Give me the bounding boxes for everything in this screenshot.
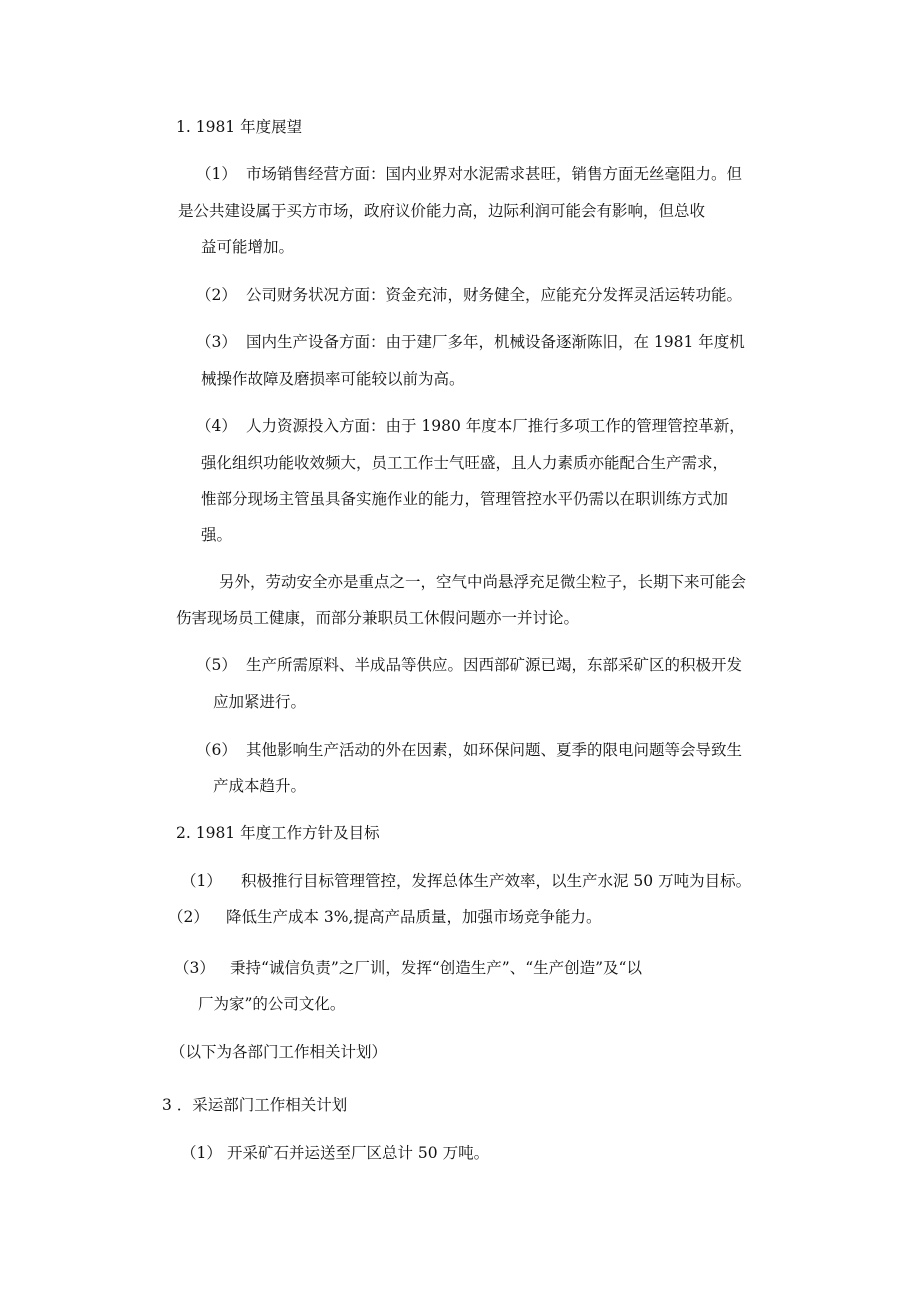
item-text: 降低生产成本 3%,提高产品质量，加强市场竞争能力。 [226,908,602,926]
section-1-heading: 1. 1981 年度展望 [176,118,303,136]
item-1-4-line-4: 强。 [201,526,233,544]
item-number: （3） [196,333,237,351]
item-1-1-line-3: 益可能增加。 [201,238,295,256]
item-2-3 [174,958,642,978]
item-1-5 [196,655,742,675]
item-2-1 [181,871,751,891]
item-number: （1） [181,1144,222,1162]
item-text: 其他影响生产活动的外在因素，如环保问题、夏季的限电问题等会导致生 [246,741,743,759]
item-text: 人力资源投入方面：由于 1980 年度本厂推行多项工作的管理管控革新， [246,417,745,435]
item-1-6-line-2: 产成本趋升。 [213,777,307,795]
item-number: （4） [196,417,237,435]
item-2-3-line-2: 厂为家”的公司文化。 [198,995,346,1013]
item-1-1-line-2: 是公共建设属于买方市场，政府议价能力高，边际利润可能会有影响，但总收 [178,202,706,220]
item-text: 秉持“诚信负责”之厂训，发挥“创造生产”、“生产创造”及“以 [230,959,642,977]
section-2-heading: 2. 1981 年度工作方针及目标 [176,824,380,842]
item-2-2 [168,907,601,927]
item-text: 积极推行目标管理管控，发挥总体生产效率，以生产水泥 50 万吨为目标。 [241,872,752,890]
section-3-heading: 3 ．采运部门工作相关计划 [162,1096,348,1114]
item-1-4-line-2: 强化组织功能收效频大，员工工作士气旺盛，且人力素质亦能配合生产需求， [201,454,729,472]
item-1-3-line-2: 械操作故障及磨损率可能较以前为高。 [201,370,465,388]
item-number: （6） [196,741,237,759]
item-text: 国内生产设备方面：由于建厂多年，机械设备逐渐陈旧，在 1981 年度机 [246,333,745,351]
item-1-4-line-3: 惟部分现场主管虽具备实施作业的能力，管理管控水平仍需以在职训练方式加 [201,490,729,508]
paragraph-line-1: 另外，劳动安全亦是重点之一，空气中尚悬浮充足微尘粒子，长期下来可能会 [219,573,747,591]
item-1-3 [196,332,745,352]
item-number: （2） [168,908,209,926]
item-text: 市场销售经营方面：国内业界对水泥需求甚旺，销售方面无丝毫阻力。但 [246,165,743,183]
item-text: 开采矿石并运送至厂区总计 50 万吨。 [227,1144,490,1162]
item-1-4 [196,416,745,436]
item-number: （1） [196,165,237,183]
paragraph-line-2: 伤害现场员工健康，而部分兼职员工休假问题亦一并讨论。 [176,609,580,627]
item-1-1 [196,164,742,184]
item-number: （3） [174,959,215,977]
item-3-1 [181,1143,489,1163]
item-number: （2） [196,286,237,304]
item-1-2 [196,285,742,305]
item-number: （1） [181,872,222,890]
department-plans-note: （以下为各部门工作相关计划） [170,1043,388,1061]
item-1-6 [196,740,742,760]
item-1-5-line-2: 应加紧进行。 [213,693,307,711]
item-text: 生产所需原料、半成品等供应。因西部矿源已竭，东部采矿区的积极开发 [246,656,743,674]
item-text: 公司财务状况方面：资金充沛，财务健全，应能充分发挥灵活运转功能。 [246,286,743,304]
item-number: （5） [196,656,237,674]
